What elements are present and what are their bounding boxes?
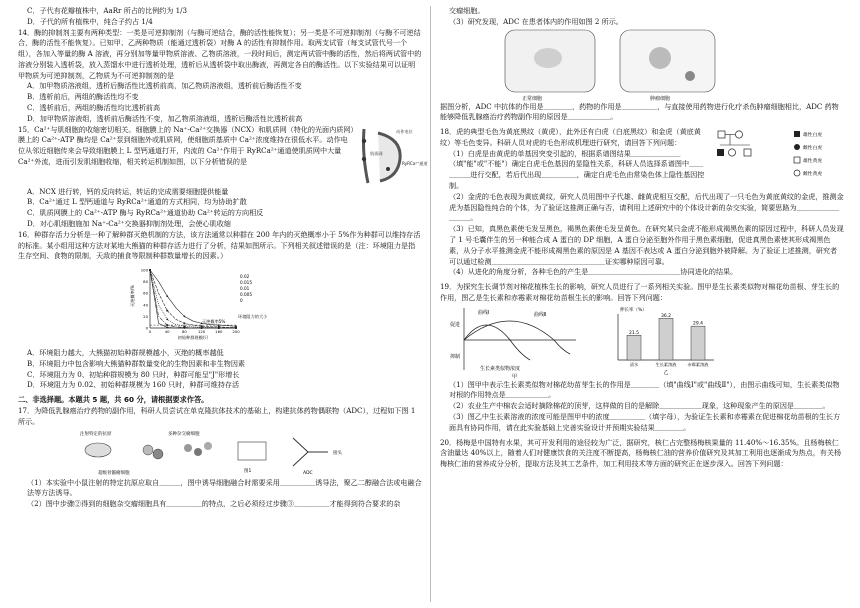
q13-option-c: C．子代有花瓣植株中，AaRr 所占的比例约为 1/3 [27, 6, 188, 15]
q18-part-2: （2）金虎的毛色表现为黄底黄纹，研究人员用图中子代雄、雌黄虎相互交配，后代出现了一只毛色为黄底黄纹的金虎，推测金虎为基因隐性纯合的个体，为了验证这推测正确与否，请利用上述研究中的个体设计新的杂交实验，简要思路为＿＿＿＿＿＿＿＿＿。 [449, 191, 844, 223]
data-point [201, 323, 203, 325]
q17-part-3: （3）研究发现，ADC 在患者体内的作用如图 2 所示。 [449, 16, 623, 26]
curve-1-label: 曲线Ⅰ [478, 309, 490, 316]
q18-part-1: （1）白虎是由黄虎的单基因突变引起的，根据系谱图结果＿＿＿＿＿＿＿（填"能"或"不能"）确定白虎毛色基因的显隐性关系，科研人员选择系谱图中＿＿＿＿＿进行交配，若后代出现＿＿＿＿＿，确定白虎毛色由常染色体上隐性基因控制。 [449, 148, 705, 191]
atpase-icon [386, 167, 390, 171]
q15-option-a: A．NCX 进行转，钙的反向转运，转运的完成需要细胞提供能量 [27, 186, 229, 196]
q14-option-c: C．透析前后，两组的酶活性均比透析前高 [27, 103, 161, 113]
y-tick-label: 60 [143, 290, 148, 296]
y-tick-label: 0 [145, 325, 148, 331]
legend-swatch [794, 144, 800, 150]
x-tick-label: 160 [215, 329, 223, 335]
q17-stem: 17．为降低乳腺癌治疗药物的副作用，科研人员尝试在单克隆抗体技术的基础上，构建抗体药物偶联物（ADC），过程如下图 1 所示。 [18, 406, 416, 426]
q19-part-1: （1）图甲中表示生长素类似物对棉花幼苗芽生长的作用是＿＿＿＿（填"曲线Ⅰ"或"曲线Ⅱ"），由图示曲线可知，生长素类似物对根的作用特点是＿＿＿＿＿＿。 [449, 379, 840, 400]
bar [691, 326, 705, 360]
y-axis-label: 灭绝概率/% [130, 284, 135, 308]
bar [627, 335, 641, 360]
fig-label: 注射特定的抗原 [80, 431, 112, 437]
q16-stem: 16．种群存活力分析是一种了解种群灭绝机制的方法，该方法通常以种群在 200 年内的灭绝概率小于 5%作为种群可以维持存活的标准。某小组用这种方法对某地大熊猫的种群存活力进行了分析，结果如图所示。下列相关叙述错误的是（注：环境阻力是指生存空间、食物的限制，天敌的捕食等限制种群数量增长的因素。） [18, 229, 421, 261]
fig-label: 正常细胞 [522, 95, 543, 102]
q14-option-b: B．透析前后，两组的酶活性均不变 [27, 92, 139, 102]
y-tick-label: 100 [140, 267, 148, 273]
q17-figure-1 [78, 428, 378, 478]
q14-stem: 14．酶的抑制剂主要有两种类型：一类是可逆抑制剂（与酶可逆结合，酶的活性能恢复）；另一类是不可逆抑制剂（与酶不可逆结合，酶的活性不能恢复）。已知甲、乙两种物质（能通过透析袋）对酶 A 的活性有抑制作用。取两支试管（每支试管代号一个组），各加入等量的酶 A 溶液，再分别加等量甲物质溶液、乙物质溶液，一段时间后，测定两试管中酶的活性，然后将两试管中的溶液分别装入透析袋，放入蒸馏水中进行透析处理，透析后从透析袋中取出酶液，再测定各自的酶活性。以下实验结果可以证明甲物质为可逆抑制剂，乙物质为不可逆抑制剂的是 [18, 27, 422, 80]
q20-stem: 20．杨梅是中国特有水果，其可开发利用的途径较为广泛，据研究，核仁占完整杨梅核果量的 11.40%～16.35%。且杨梅核仁含油量达 40%以上，随着人们对健康饮食的关注度不断提高，杨梅核仁油的营养价值研究及其加工利用也逐渐成为热点，有关杨梅核仁油的营养成分分析，提取方法及其工艺条件，加工利用技术等方面的研究正在逐步深入。回答下列问题： [440, 437, 842, 469]
q17-part-2: （2）图中步骤②得到的细胞杂交瘤细胞具有＿＿＿＿＿的特点，之后必须经过步骤③＿＿＿＿＿才能得到符合要求的杂 [27, 499, 401, 509]
q16-option-a: A．环境阻力越大，大熊猫初始种群规模越小，灭绝的概率越低 [27, 348, 224, 358]
q18-part-3: （3）已知，真黑色素使毛发呈黑色，褐黑色素使毛发呈黄色。在研究某只金虎不能形成褐黑色素的原因过程中，科研人员发现了 1 号毛囊伴生的另一种能合成 A 蛋白的 DP 细胞，A 蛋白分泌至胞外作用于黑色素细胞，促进真黑色素使其形成褐黑色素，从分子水平推测金虎不能形成褐黑色素的原因是 A 基因不表达或 A 蛋白分泌到胞外被降解。为了验证上述推测，研究者可以通过检测＿＿＿＿＿＿＿＿＿＿＿＿＿＿＿＿证实哪种原因可靠。 [449, 224, 844, 266]
category-label: 赤霉素溶液 [687, 361, 709, 367]
x-tick-label: 200 [232, 329, 240, 335]
y-tick-label: 40 [143, 302, 148, 308]
legend-label: 雌性黄虎 [803, 172, 823, 178]
q18-part-4: （4）从进化的角度分析，各种毛色的产生是＿＿＿＿＿＿＿＿＿＿＿＿＿协同进化的结果。 [449, 267, 738, 277]
q17-figure-2 [500, 28, 720, 102]
ncx-icon [362, 138, 366, 142]
data-point [184, 323, 186, 325]
l-channel-icon [362, 156, 366, 160]
fig-label: ADC [303, 470, 313, 476]
legend-label: 雄性黄虎 [803, 159, 823, 165]
q13-option-d: D．子代的所有植株中，纯合子约占 1/4 [27, 16, 153, 26]
x-label: 生长素类似物浓度 [480, 365, 521, 372]
q15-option-d: D．对心肌细胞施加 Na⁺-Ca²⁺交换器抑制剂处理，会使心肌收缩 [27, 218, 231, 228]
q19-chart-a [450, 304, 580, 380]
threshold-label: 灭绝概率5% [202, 319, 226, 325]
data-point [184, 316, 186, 318]
fig-label: 接头 [333, 450, 342, 456]
q16-option-b: B．环境阻力中包含影响大熊猫种群数量变化的生物因素和非生物因素 [27, 358, 246, 368]
legend-label: 0.005 [240, 292, 252, 298]
legend-label: 雄性白虎 [803, 133, 823, 139]
curve-2-label: 曲线Ⅱ [534, 311, 547, 318]
q17-part-1: （1）本实验中小鼠注射的特定抗原应取自＿＿＿，图中诱导细胞融合时需要采用＿＿＿＿＿诱导法，聚乙二醇融合法或电融合法等方法诱导。 [27, 477, 422, 498]
y-neg-label: 抑制 [450, 353, 461, 360]
x-tick-label: 80 [181, 329, 187, 335]
q19-part-2: （2）农业生产中棉农会适时摘除棉花的顶芽，这样做的目的是解除＿＿＿＿＿＿现象，这种现象产生的原因是＿＿＿＿。 [449, 401, 830, 411]
category-label: 清水 [629, 361, 639, 367]
y-tick-label: 20 [143, 313, 148, 319]
q16-option-d: D．环境阻力为 0.02、初始种群规模为 160 只时，种群可维持存活 [27, 380, 240, 390]
fig-label: 图1 [244, 468, 252, 474]
column-divider [430, 6, 431, 602]
q19-part-3: （3）图乙中生长素溶液的浓度可能是图甲中的浓度＿＿＿＿＿（填字母），为验证生长素和赤霉素在促进棉花幼苗根的生长方面具有协同作用，请在此实验基础上完善实验设计并预期实验结果＿＿＿＿。 [449, 411, 841, 432]
y-axis-label: 伸长率（%） [620, 307, 647, 313]
x-tick-label: 0 [148, 329, 152, 335]
section-2-heading: 二、非选择题。本题共 5 题，共 60 分，请根据要求作答。 [18, 395, 209, 405]
mouse-icon [85, 443, 111, 457]
fig-label: 多种杂交瘤细胞 [168, 431, 200, 437]
data-point [166, 318, 168, 320]
caption: 甲 [512, 373, 518, 380]
bar [659, 318, 673, 360]
q14-option-a: A．加甲物质溶液组，透析后酶活性比透析前高，加乙物质溶液组，透析前后酶活性不变 [27, 81, 302, 91]
q15-stem: 15．Ca²⁺与肌细胞的收缩密切相关。细胞膜上的 Na⁺-Ca²⁺交换器（NCX）和肌质网（特化的光面内质网）膜上的 Ca²⁺-ATP 酶均是 Ca²⁺泵到细胞外或肌质网，使细胞质基质中 Ca²⁺浓度维持在很低水平。动作电位从邻近细胞传来会导致细胞膜上 L 型钙通道打开，内流的 Ca²⁺作用于 RyRCa²⁺通道使肌质网中大量 Ca²⁺外流，进而引发肌细胞收缩，相关转运机制如图，以下分析错误的是 [18, 124, 354, 166]
data-point [166, 324, 168, 326]
y-tick-label: 80 [143, 279, 148, 285]
legend-swatch [794, 131, 800, 137]
q17-part-3b: 据图分析，ADC 中抗体的作用是＿＿＿＿，药物的作用是＿＿＿＿＿，与直接使用药物进行化疗杀伤肿瘤细胞相比，ADC 药物能够降低乳腺癌治疗药物副作用的原因是＿＿＿＿＿＿。 [440, 101, 839, 122]
left-column [18, 6, 428, 510]
fig-label: 超级骨髓瘤细胞 [98, 470, 130, 476]
caption: 乙 [663, 369, 669, 376]
q19-chart-b [600, 304, 720, 380]
fig-label: 肌质网 [370, 150, 383, 156]
q17-part-2-cont: 交瘤细胞。 [449, 6, 485, 15]
data-point [218, 324, 220, 326]
q16-extinction-chart [128, 264, 278, 348]
q15-transport-figure [358, 125, 428, 187]
legend-label: 雌性白虎 [803, 146, 823, 152]
x-tick-label: 120 [197, 329, 206, 335]
antibody-icon [293, 438, 328, 466]
q18-stem: 18．虎的典型毛色为黄底黑纹（黄虎），此外还有白虎（白底黑纹）和金虎（黄底黄纹）等毛色变异。科研人员对虎的毛色形成机理进行研究，请回答下列问题： [440, 127, 701, 147]
fig-label: 肿瘤细胞 [650, 95, 671, 102]
q19-stem: 19．为探究生长调节剂对棉花植株生长的影响，研究人员进行了一系列相关实验。图甲是生长素类似物对棉花幼苗根、芽生长的作用，图乙是生长素和赤霉素对棉花幼苗根生长的影响。回答下列问题： [440, 282, 840, 302]
series-line-0.02 [150, 270, 236, 326]
bar-value-label: 21.5 [628, 330, 640, 336]
fig-label: RyRCa²⁺通道 [402, 160, 428, 166]
category-label: 生长素溶液 [655, 361, 677, 367]
legend-note: 环境阻力的大小 [238, 314, 268, 320]
legend-swatch [794, 170, 800, 176]
right-column [440, 6, 844, 470]
legend-label: 0.02 [240, 274, 250, 280]
y-pos-label: 促进 [450, 321, 461, 328]
legend-label: 0 [240, 298, 243, 304]
x-axis-label: 初始种群规模/只 [177, 335, 209, 341]
q15-option-c: C．肌质网膜上的 Ca²⁺-ATP 酶与 RyRCa²⁺通道协助 Ca²⁺转运的方向相反 [27, 208, 264, 218]
x-tick-label: 40 [164, 329, 170, 335]
bar-value-label: 36.2 [660, 313, 672, 319]
data-point [149, 269, 151, 271]
curve-1 [464, 325, 530, 360]
q18-pedigree [714, 127, 844, 191]
q16-option-c: C．环境阻力为 0、初始种群规模为 80 只时，种群可能呈"J"形增长 [27, 369, 240, 379]
data-point [166, 310, 168, 312]
legend-swatch [794, 157, 800, 163]
data-point [166, 295, 168, 297]
q14-option-d: D．加甲物质溶液组，透析前后酶活性不变，加乙物质溶液组，透析后酶活性比透析前高 [27, 113, 303, 123]
legend-label: 0.015 [240, 280, 252, 286]
q15-option-b: B．Ca²⁺通过 L 型钙通道与 RyRCa²⁺通道的方式相同，均为协助扩散 [27, 197, 247, 207]
fig-label: 动作电位 [396, 128, 413, 134]
legend-label: 0.01 [240, 286, 250, 292]
bar-value-label: 29.4 [692, 321, 704, 327]
